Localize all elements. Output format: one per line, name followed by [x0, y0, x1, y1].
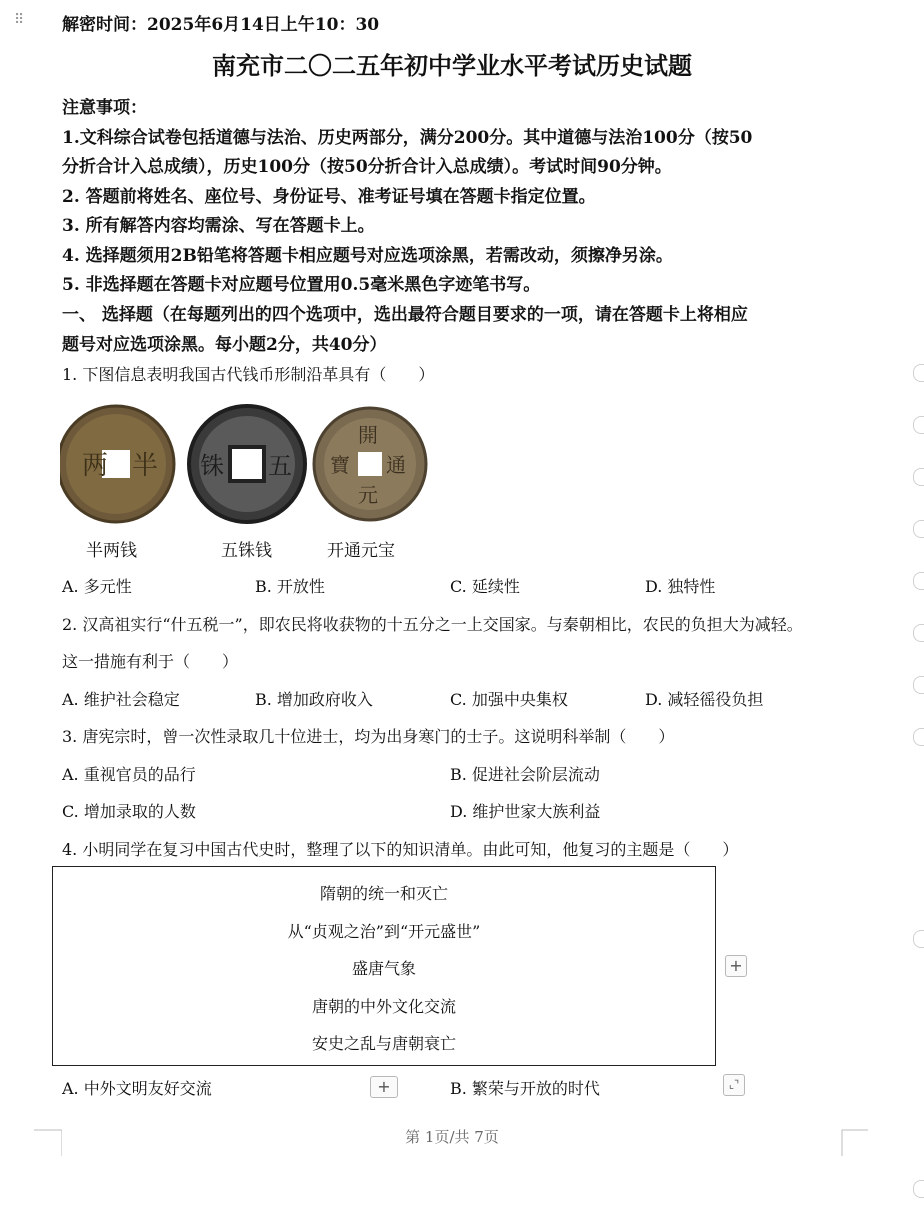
edge-marker[interactable]	[913, 676, 924, 694]
section-heading-cont: 题号对应选项涂黑。每小题2分，共40分）	[62, 335, 387, 355]
question-2-stem: 2. 汉高祖实行“什五税一”，即农民将收获物的十五分之一上交国家。与秦朝相比，农民的负担大为减轻。	[62, 615, 803, 634]
q3-option-b: B. 促进社会阶层流动	[450, 765, 600, 784]
question-3-stem: 3. 唐宪宗时，曾一次性录取几十位进士，均为出身寒门的士子。这说明科举制（ ）	[62, 727, 675, 746]
add-row-plus-icon[interactable]: +	[370, 1076, 398, 1098]
release-time: 解密时间：2025年6月14日上午10：30	[62, 15, 380, 35]
edge-marker[interactable]	[913, 1180, 924, 1198]
q3-option-c: C. 增加录取的人数	[62, 802, 196, 821]
edge-marker[interactable]	[913, 624, 924, 642]
svg-text:寶: 寶	[330, 453, 350, 477]
notice-item: 2. 答题前将姓名、座位号、身份证号、准考证号填在答题卡指定位置。	[62, 187, 596, 207]
svg-text:铢: 铢	[200, 452, 224, 480]
knowledge-item: 隋朝的统一和灭亡	[319, 884, 448, 903]
drag-handle-icon[interactable]: ⠿	[14, 12, 23, 28]
kaitong-coin-image	[314, 408, 426, 520]
notice-heading: 注意事项：	[62, 98, 147, 118]
edge-marker[interactable]	[913, 416, 924, 434]
coin-label: 五铢钱	[221, 541, 272, 561]
coin-images	[60, 402, 430, 528]
question-4-stem: 4. 小明同学在复习中国古代史时，整理了以下的知识清单。由此可知，他复习的主题是（ ）	[62, 840, 739, 859]
notice-item: 1.文科综合试卷包括道德与法治、历史两部分，满分200分。其中道德与法治100分（按50	[62, 128, 753, 148]
q3-option-a: A. 重视官员的品行	[62, 765, 196, 784]
knowledge-item: 从“贞观之治”到“开元盛世”	[287, 922, 481, 941]
question-1-stem: 1. 下图信息表明我国古代钱币形制沿革具有（ ）	[62, 365, 435, 384]
notice-item: 4. 选择题须用2B铅笔将答题卡相应题号对应选项涂黑，若需改动，须擦净另涂。	[62, 246, 673, 266]
edge-marker[interactable]	[913, 468, 924, 486]
q2-option-d: D. 减轻徭役负担	[645, 690, 764, 709]
svg-text:两: 两	[82, 451, 109, 481]
knowledge-list-table	[52, 866, 716, 1066]
add-column-plus-icon[interactable]: +	[725, 955, 747, 977]
coin-label: 开通元宝	[327, 541, 395, 561]
svg-text:元: 元	[358, 483, 378, 507]
q3-option-d: D. 维护世家大族利益	[450, 802, 601, 821]
q1-option-b: B. 开放性	[255, 577, 325, 596]
svg-text:半: 半	[132, 451, 159, 481]
wuzhu-coin-image	[189, 406, 305, 522]
knowledge-item: 盛唐气象	[351, 959, 416, 978]
notice-item: 3. 所有解答内容均需涂、写在答题卡上。	[62, 216, 375, 236]
q1-option-a: A. 多元性	[62, 577, 132, 596]
edge-marker[interactable]	[913, 930, 924, 948]
edge-marker[interactable]	[913, 572, 924, 590]
q2-option-a: A. 维护社会稳定	[62, 690, 180, 709]
svg-text:五: 五	[268, 452, 292, 480]
q2-option-b: B. 增加政府收入	[255, 690, 373, 709]
coin-label: 半两钱	[86, 541, 137, 561]
knowledge-item: 安史之乱与唐朝衰亡	[311, 1034, 456, 1053]
question-2-stem-cont: 这一措施有利于（ ）	[62, 652, 239, 671]
q1-option-d: D. 独特性	[645, 577, 716, 596]
knowledge-item: 唐朝的中外文化交流	[311, 997, 456, 1016]
table-resize-icon[interactable]: ⌞⌝	[723, 1074, 745, 1096]
notice-item: 5. 非选择题在答题卡对应题号位置用0.5毫米黑色字迹笔书写。	[62, 275, 541, 295]
section-heading: 一、 选择题（在每题列出的四个选项中，选出最符合题目要求的一项，请在答题卡上将相应	[62, 305, 748, 325]
svg-text:通: 通	[386, 453, 406, 477]
notice-item: 分折合计入总成绩），历史100分（按50分折合计入总成绩）。考试时间90分钟。	[62, 157, 672, 177]
edge-marker[interactable]	[913, 728, 924, 746]
banliang-coin-image	[60, 406, 174, 522]
q1-option-c: C. 延续性	[450, 577, 520, 596]
svg-text:開: 開	[358, 423, 378, 447]
edge-marker[interactable]	[913, 520, 924, 538]
q4-option-a: A. 中外文明友好交流	[62, 1079, 212, 1098]
page-number: 第 1页/共 7页	[405, 1128, 499, 1146]
exam-title: 南充市二〇二五年初中学业水平考试历史试题	[212, 51, 692, 80]
edge-marker[interactable]	[913, 364, 924, 382]
q2-option-c: C. 加强中央集权	[450, 690, 568, 709]
q4-option-b: B. 繁荣与开放的时代	[450, 1079, 600, 1098]
